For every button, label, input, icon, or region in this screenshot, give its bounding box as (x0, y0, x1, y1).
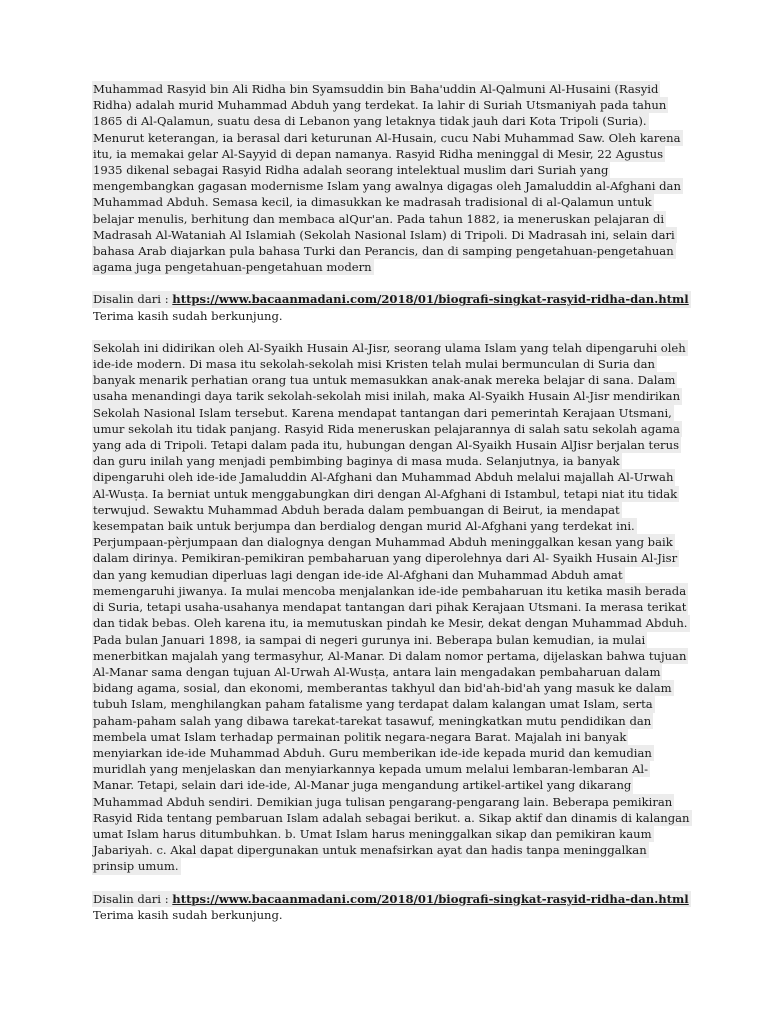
source-prefix: Disalin dari : (93, 292, 173, 307)
source-link-2[interactable]: https://www.bacaanmadani.com/2018/01/biografi-singkat-rasyid-ridha-dan.html (172, 891, 689, 906)
text-line: umur sekolah itu tidak panjang. Rasyid Rida meneruskan pelajarannya di salah satu sekolah agama (93, 421, 680, 436)
text-line: itu, ia memakai gelar Al-Sayyid di depan namanya. Rasyid Ridha meninggal di Mesir, 22 Agustus (93, 146, 664, 161)
text-line: Jabariyah. c. Akal dapat dipergunakan untuk menafsirkan ayat dan hadis tanpa meninggalkan (93, 843, 647, 858)
text-line: terwujud. Sewaktu Muhammad Abduh berada dalam pembuangan di Beirut, ia mendapat (93, 502, 620, 517)
text-line: Muhammad Rasyid bin Ali Ridha bin Syamsuddin bin Baha'uddin Al-Qalmuni Al-Husaini (Rasyid (93, 82, 659, 96)
text-line: belajar menulis, berhitung dan membaca alQur'an. Pada tahun 1882, ia meneruskan pelajaran di (93, 211, 665, 226)
source-line-1 (92, 291, 691, 307)
text-line: di Suria, tetapi usaha-usahanya mendapat tantangan dari pihak Kerajaan Utsmani. Ia merasa terikat (93, 600, 687, 615)
text-line: paham-paham salah yang dibawa tarekat-tarekat tasawuf, meningkatkan mutu pendidikan dan (93, 713, 652, 728)
text-line: dan guru inilah yang menjadi pembimbing baginya di masa muda. Selanjutnya, ia banyak (93, 454, 620, 469)
text-line: Madrasah Al-Wataniah Al Islamiah (Sekolah Nasional Islam) di Tripoli. Di Madrasah ini, selain dari (93, 227, 675, 242)
text-line: yang ada di Tripoli. Tetapi dalam pada itu, hubungan dengan Al-Syaikh Husain AlJisr berjalan terus (93, 438, 680, 453)
text-line: menerbitkan majalah yang termasyhur, Al-Manar. Di dalam nomor pertama, dijelaskan bahwa tujuan (93, 648, 687, 663)
source-link-1[interactable]: https://www.bacaanmadani.com/2018/01/biografi-singkat-rasyid-ridha-dan.html (172, 292, 689, 307)
text-line: Menurut keterangan, ia berasal dari keturunan Al-Husain, cucu Nabi Muhammad Saw. Oleh karena (93, 130, 681, 145)
text-line: Pada bulan Januari 1898, ia sampai di negeri gurunya ini. Beberapa bulan kemudian, ia mulai (93, 632, 646, 647)
spacer (92, 275, 652, 291)
text-line: Al-Manar sama dengan tujuan Al-Urwah Al-Wusṭa, antara lain mengadakan pembaharuan dalam (93, 664, 661, 679)
text-line: Sekolah ini didirikan oleh Al-Syaikh Husain Al-Jisr, seorang ulama Islam yang telah dipengaruhi oleh (93, 340, 686, 355)
text-line: dan tidak bebas. Oleh karena itu, ia memutuskan pindah ke Mesir, dekat dengan Muhammad Abduh. (93, 616, 688, 631)
text-line: Muhammad Abduh. Semasa kecil, ia dimasukkan ke madrasah tradisional di al-Qalamun untuk (93, 195, 652, 210)
text-line: menyiarkan ide-ide Muhammad Abduh. Guru memberikan ide-ide kepada murid dan kemudian (93, 745, 652, 760)
spacer (92, 324, 652, 340)
text-line: umat Islam harus ditumbuhkan. b. Umat Islam harus meninggalkan sikap dan pemikiran kaum (93, 826, 652, 841)
text-line: memengaruhi jiwanya. Ia mulai mencoba menjalankan ide-ide pembaharuan itu ketika masih berada (93, 583, 687, 598)
document-page (92, 81, 690, 923)
thanks-line-1: Terima kasih sudah berkunjung. (93, 308, 283, 323)
text-line: Ridha) adalah murid Muhammad Abduh yang terdekat. Ia lahir di Suriah Utsmaniyah pada tahun (93, 98, 667, 113)
spacer (92, 875, 652, 891)
text-line: ide-ide modern. Di masa itu sekolah-sekolah misi Kristen telah mulai bermunculan di Suria dan (93, 357, 655, 372)
source-prefix: Disalin dari : (93, 891, 173, 906)
text-line: muridlah yang menjelaskan dan menyiarkannya kepada umum melalui lembaran-lembaran Al- (93, 762, 649, 777)
text-line: prinsip umum. (93, 859, 179, 874)
text-line: Perjumpaan-pèrjumpaan dan dialognya dengan Muhammad Abduh meninggalkan kesan yang baik (93, 535, 673, 550)
text-line: dipengaruhi oleh ide-ide Jamaluddin Al-Afghani dan Muhammad Abduh melalui majallah Al-Urwah (93, 470, 674, 485)
text-line: usaha menandingi daya tarik sekolah-sekolah misi inilah, maka Al-Syaikh Husain Al-Jisr mendirikan (93, 389, 681, 404)
text-line: dalam dirinya. Pemikiran-pemikiran pembaharuan yang diperolehnya dari Al- Syaikh Husain Al-Jisr (93, 551, 678, 566)
text-line: dan yang kemudian diperluas lagi dengan ide-ide Al-Afghani dan Muhammad Abduh amat (93, 567, 623, 582)
text-line: Manar. Tetapi, selain dari ide-ide, Al-Manar juga mengandung artikel-artikel yang dikarang (93, 778, 632, 793)
text-line: agama juga pengetahuan-pengetahuan modern (93, 260, 372, 275)
text-line: kesempatan baik untuk berjumpa dan berdialog dengan murid Al-Afghani yang terdekat ini. (93, 519, 635, 534)
text-line: 1935 dikenal sebagai Rasyid Ridha adalah seorang intelektual muslim dari Suriah yang (93, 163, 609, 178)
text-line: bidang agama, sosial, dan ekonomi, memberantas takhyul dan bid'ah-bid'ah yang masuk ke dalam (93, 681, 672, 696)
source-line-2 (92, 891, 691, 907)
text-line: Muhammad Abduh sendiri. Demikian juga tulisan pengarang-pengarang lain. Beberapa pemikiran (93, 794, 673, 809)
text-line: Rasyid Rida tentang pembaruan Islam adalah sebagai berikut. a. Sikap aktif dan dinamis di kalangan (93, 810, 690, 825)
text-line: tubuh Islam, menghilangkan paham fatalisme yang terdapat dalam kalangan umat Islam, serta (93, 697, 653, 712)
text-line: 1865 di Al-Qalamun, suatu desa di Lebanon yang letaknya tidak jauh dari Kota Tripoli (Suria). (93, 114, 647, 129)
thanks-line-2: Terima kasih sudah berkunjung. (93, 907, 283, 922)
text-line: Al-Wusṭa. Ia berniat untuk menggabungkan diri dengan Al-Afghani di Istambul, tetapi niat itu tidak (93, 486, 678, 501)
text-line: bahasa Arab diajarkan pula bahasa Turki dan Perancis, dan di samping pengetahuan-pengetahuan (93, 244, 674, 259)
paragraph-biography (92, 81, 681, 275)
text-line: Sekolah Nasional Islam tersebut. Karena mendapat tantangan dari pemerintah Kerajaan Utsmani, (93, 405, 672, 420)
paragraph-school (92, 340, 690, 875)
text-line: banyak menarik perhatian orang tua untuk memasukkan anak-anak mereka belajar di sana. Dalam (93, 373, 676, 388)
text-line: mengembangkan gagasan modernisme Islam yang awalnya digagas oleh Jamaluddin al-Afghani dan (93, 179, 681, 194)
text-line: membela umat Islam terhadap permainan politik negara-negara Barat. Majalah ini banyak (93, 729, 627, 744)
